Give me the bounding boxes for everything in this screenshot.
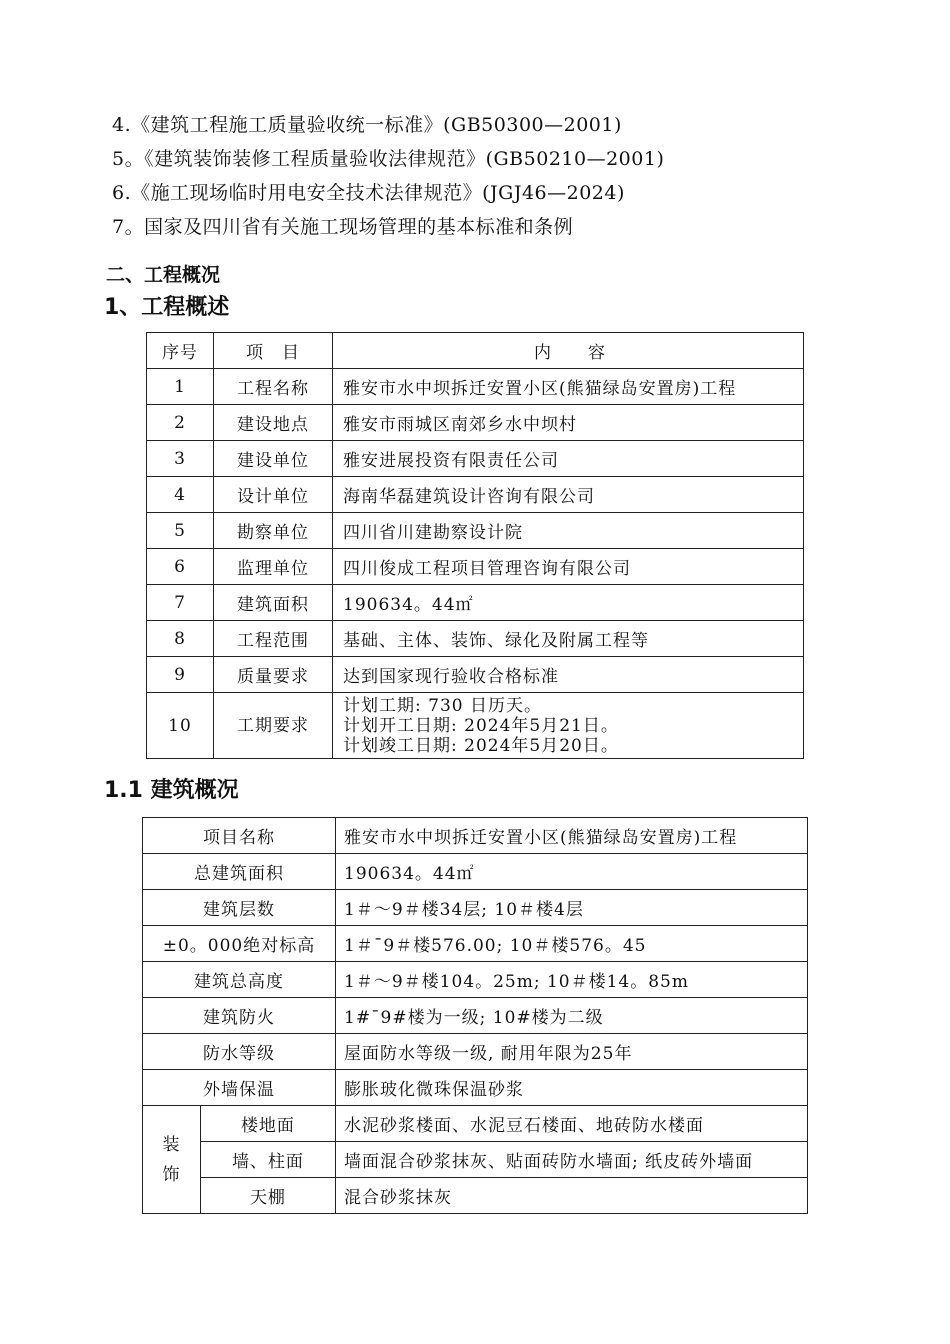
- schedule-content: [333, 693, 804, 759]
- table-row: [147, 441, 804, 477]
- building-overview-table: [142, 817, 808, 1214]
- standard-item: 4.《建筑工程施工质量验收统一标准》(GB50300—2001): [112, 114, 622, 136]
- table-header-row: [147, 333, 804, 369]
- table-row: [143, 1106, 808, 1142]
- table-row: [147, 693, 804, 759]
- row-item: 设计单位: [214, 477, 333, 513]
- row-item: 工期要求: [214, 693, 333, 759]
- row-value: 屋面防水等级一级, 耐用年限为25年: [336, 1034, 808, 1070]
- table-row: [143, 1142, 808, 1178]
- row-value: 混合砂浆抹灰: [336, 1178, 808, 1214]
- decoration-char: 装: [162, 1134, 181, 1155]
- section-title: 二、工程概况: [106, 264, 221, 286]
- table-row: [143, 818, 808, 854]
- row-label: 项目名称: [143, 818, 336, 854]
- decoration-char: 饰: [162, 1164, 181, 1185]
- row-label: 建筑防火: [143, 998, 336, 1034]
- row-content: 190634。44㎡: [333, 585, 804, 621]
- row-content: 四川俊成工程项目管理咨询有限公司: [333, 549, 804, 585]
- row-no: 5: [147, 513, 214, 549]
- decoration-group-label: [143, 1106, 201, 1214]
- table-row: [147, 477, 804, 513]
- row-label: ±0。000绝对标高: [143, 926, 336, 962]
- overview-title: 1、工程概述: [104, 295, 230, 320]
- row-value: 墙面混合砂浆抹灰、贴面砖防水墙面; 纸皮砖外墙面: [336, 1142, 808, 1178]
- row-label: 总建筑面积: [143, 854, 336, 890]
- table-row: [147, 405, 804, 441]
- table-row: [143, 1178, 808, 1214]
- row-label: 防水等级: [143, 1034, 336, 1070]
- table-row: [147, 513, 804, 549]
- row-label: 外墙保温: [143, 1070, 336, 1106]
- row-item: 建设地点: [214, 405, 333, 441]
- row-no: 3: [147, 441, 214, 477]
- row-no: 4: [147, 477, 214, 513]
- standards-list: [112, 108, 664, 244]
- row-label: 墙、柱面: [200, 1142, 335, 1178]
- table-row: [147, 585, 804, 621]
- row-no: 9: [147, 657, 214, 693]
- row-item: 质量要求: [214, 657, 333, 693]
- table-row: [147, 369, 804, 405]
- row-content: 雅安进展投资有限责任公司: [333, 441, 804, 477]
- row-value: 雅安市水中坝拆迁安置小区(熊猫绿岛安置房)工程: [336, 818, 808, 854]
- schedule-line: 计划竣工日期: 2024年5月20日。: [343, 735, 619, 756]
- row-label: 建筑总高度: [143, 962, 336, 998]
- header-item: 项 目: [214, 333, 333, 369]
- row-no: 8: [147, 621, 214, 657]
- row-label: 楼地面: [200, 1106, 335, 1142]
- row-item: 工程范围: [214, 621, 333, 657]
- row-label: 天棚: [200, 1178, 335, 1214]
- project-overview-table: [146, 332, 804, 759]
- building-title: 1.1 建筑概况: [104, 778, 239, 803]
- row-no: 10: [147, 693, 214, 759]
- table-row: [143, 926, 808, 962]
- row-content: 海南华磊建筑设计咨询有限公司: [333, 477, 804, 513]
- table-row: [147, 621, 804, 657]
- row-item: 勘察单位: [214, 513, 333, 549]
- table-row: [143, 854, 808, 890]
- table-row: [147, 549, 804, 585]
- table-row: [143, 1070, 808, 1106]
- row-value: 水泥砂浆楼面、水泥豆石楼面、地砖防水楼面: [336, 1106, 808, 1142]
- row-label: 建筑层数: [143, 890, 336, 926]
- row-value: 1＃¯9＃楼576.00; 10＃楼576。45: [336, 926, 808, 962]
- header-no: 序号: [147, 333, 214, 369]
- table-row: [143, 962, 808, 998]
- schedule-line: 计划工期: 730 日历天。: [343, 695, 542, 716]
- row-content: 基础、主体、装饰、绿化及附属工程等: [333, 621, 804, 657]
- row-value: 190634。44㎡: [336, 854, 808, 890]
- row-value: 1＃～9＃楼104。25m; 10＃楼14。85m: [336, 962, 808, 998]
- row-value: 1#¯9#楼为一级; 10#楼为二级: [336, 998, 808, 1034]
- row-no: 1: [147, 369, 214, 405]
- table-row: [143, 1034, 808, 1070]
- row-item: 建设单位: [214, 441, 333, 477]
- table-row: [143, 890, 808, 926]
- row-content: 达到国家现行验收合格标准: [333, 657, 804, 693]
- standard-item: 6.《施工现场临时用电安全技术法律规范》(JGJ46—2024): [112, 182, 625, 204]
- table-row: [147, 657, 804, 693]
- row-no: 7: [147, 585, 214, 621]
- row-value: 膨胀玻化微珠保温砂浆: [336, 1070, 808, 1106]
- row-content: 四川省川建勘察设计院: [333, 513, 804, 549]
- row-content: 雅安市雨城区南郊乡水中坝村: [333, 405, 804, 441]
- row-item: 监理单位: [214, 549, 333, 585]
- row-content: 雅安市水中坝拆迁安置小区(熊猫绿岛安置房)工程: [333, 369, 804, 405]
- row-item: 工程名称: [214, 369, 333, 405]
- row-value: 1＃～9＃楼34层; 10＃楼4层: [336, 890, 808, 926]
- row-item: 建筑面积: [214, 585, 333, 621]
- table-row: [143, 998, 808, 1034]
- row-no: 2: [147, 405, 214, 441]
- schedule-line: 计划开工日期: 2024年5月21日。: [343, 715, 619, 736]
- standard-item: 7。国家及四川省有关施工现场管理的基本标准和条例: [112, 216, 574, 238]
- standard-item: 5。《建筑装饰装修工程质量验收法律规范》(GB50210—2001): [112, 148, 665, 170]
- header-content: 内 容: [333, 333, 804, 369]
- row-no: 6: [147, 549, 214, 585]
